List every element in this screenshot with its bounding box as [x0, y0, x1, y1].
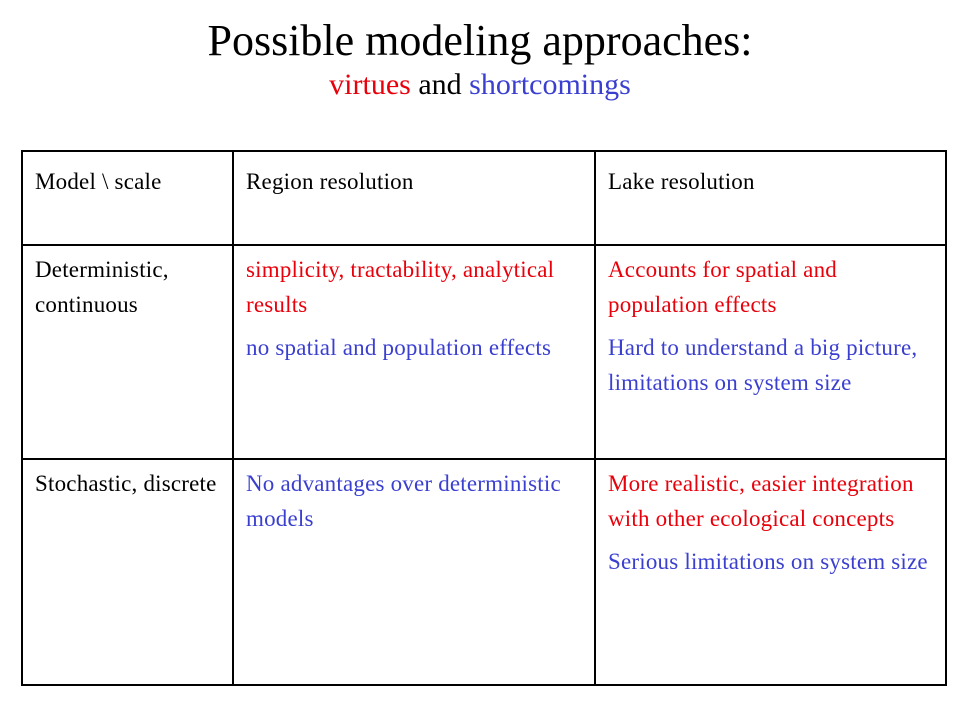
cell-region-stochastic	[233, 459, 595, 685]
cell-lake-stochastic	[595, 459, 946, 685]
virtue-text: simplicity, tractability, analytical results	[246, 257, 555, 317]
cell-region-deterministic	[233, 245, 595, 459]
table-row-deterministic	[22, 245, 946, 459]
slide-title: Possible modeling approaches:	[207, 16, 753, 65]
cell-lake-deterministic	[595, 245, 946, 459]
header-region-resolution: Region resolution	[233, 151, 595, 245]
shortcoming-text: Serious limitations on system size	[608, 549, 928, 574]
title-block	[0, 14, 960, 102]
header-model-scale: Model \ scale	[22, 151, 233, 245]
table-row-stochastic	[22, 459, 946, 685]
shortcoming-text: no spatial and population effects	[246, 335, 552, 360]
table-header-row	[22, 151, 946, 245]
virtue-text: More realistic, easier integration with other ecological concepts	[608, 471, 914, 531]
subtitle-and: and	[418, 68, 462, 101]
subtitle-shortcomings: shortcomings	[469, 68, 631, 101]
slide-subtitle	[0, 68, 960, 102]
subtitle-virtues: virtues	[329, 68, 411, 101]
header-lake-resolution: Lake resolution	[595, 151, 946, 245]
shortcoming-text: Hard to understand a big picture, limitations on system size	[608, 335, 918, 395]
virtue-text: Accounts for spatial and population effects	[608, 257, 837, 317]
cell-model-deterministic: Deterministic, continuous	[22, 245, 233, 459]
cell-model-stochastic: Stochastic, discrete	[22, 459, 233, 685]
shortcoming-text: No advantages over deterministic models	[246, 471, 561, 531]
comparison-table	[21, 150, 947, 686]
